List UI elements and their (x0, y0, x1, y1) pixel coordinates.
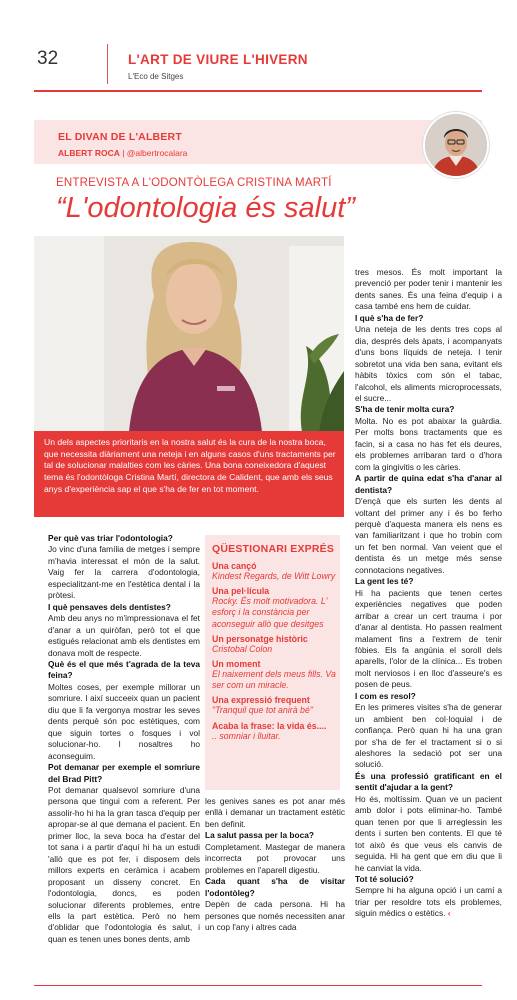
quiz-label: Acaba la frase: la vida és.... (212, 720, 327, 731)
article-headline: “L'odontologia és salut” (56, 192, 355, 224)
quiz-label: Un moment (212, 659, 261, 670)
author-portrait-icon (425, 114, 487, 176)
question: Cada quant s'ha de visitar l'odontòleg? (205, 876, 345, 898)
question: I què pensaves dels dentistes? (48, 601, 171, 612)
question: Què és el que més t'agrada de la teva feina? (48, 658, 200, 681)
answer: tres mesos. És molt important la prevenció per poder tenir i mantenir les dents sanes. És una feina d'equip i a casa també ens hem de cuidar. (355, 267, 502, 312)
question: La gent les té? (355, 576, 414, 587)
quiz-label: Un personatge històric (212, 633, 308, 644)
quiz-label: Una cançó (212, 561, 257, 571)
author-name: ALBERT ROCA (58, 148, 120, 158)
header-divider (34, 90, 482, 92)
quiz-label: Una expressió frequent (212, 695, 310, 706)
page-number: 32 (37, 48, 59, 69)
header-separator (107, 44, 108, 84)
question: Tot té solució? (355, 874, 414, 885)
answer: Moltes coses, per exemple millorar un somriure. I així succeeix quan un pacient diu que li fa vergonya mostrar les seves dents perquè són poc estètiques, com que siguin tortes o fosques i vol solucionar-ho. I nosaltres ho aconseguim. (48, 681, 200, 761)
photo-caption: Un dels aspectes prioritaris en la nostra salut és la cura de la nostra boca, que necessita diàriament una neteja i en alguns casos d'uns tractaments per tal de solucionar malalties com les càries. Una bona coneixedora d'aquest tema és l'odontòloga Cristina Martí, directora de Calident, que amb els seus anys d'experiència sap el que s'ha de fer en tot moment. (44, 437, 336, 494)
answer: Jo vinc d'una família de metges i sempre m'havia interessat el món de la salut. Vaig fer la carrera d'odontologia, especialitzant-me en l'estètica dental i la pròtesi. (48, 544, 200, 601)
quiz-answer: Cristobal Colon (212, 643, 273, 654)
answer: Amb deu anys no m'impressionava el fet d'anar a un quiròfan, però tot el que estigués relacionat amb els dentistes em donava molt de respecte. (48, 613, 200, 658)
footer-divider (34, 985, 482, 986)
question: Per què vas triar l'odontologia? (48, 533, 173, 543)
quiz-title: QÜESTIONARI EXPRÉS (212, 543, 335, 555)
answer: les genives sanes es pot anar més enllà i demanar un tractament estètic ben definit. (205, 796, 345, 829)
quiz-answer: Kindest Regards, de Witt Lowry (212, 571, 336, 581)
question: És una professió gratificant en el sentit d'ajudar a la gent? (355, 770, 502, 793)
article-column-1 (48, 533, 200, 945)
publication-name: L'Eco de Sitges (128, 72, 184, 81)
section-title: L'ART DE VIURE L'HIVERN (128, 52, 308, 67)
interview-photo (34, 236, 344, 432)
quiz-answer: Rocky. És molt motivadora. L' esforç i la constància per aconseguir allò que desitges (212, 596, 328, 629)
answer: D'ençà que els surten les dents al voltant del primer any i és bo ferho perquè d'aquesta manera els nens es van familiaritzant i que ho trobin com un fet ben normal. Van veient que el dentista és un metge més sense connotacions negatives. (355, 496, 502, 575)
column-author (58, 148, 187, 158)
article-kicker: ENTREVISTA A L'ODONTÒLEGA CRISTINA MARTÍ (56, 177, 332, 189)
question: Pot demanar per exemple el somriure del Brad Pitt? (48, 762, 200, 784)
answer: Pot demanar qualsevol somriure d'una persona que tingui com a referent. Per assolir-ho hi ha la gran tasca d'equip per apropar-se al que demana el pacient. En primer lloc, la seva boca ha d'estar del tot sana i a partir d'aquí hi ha un estudi 'allò que es pot fer, i disposem dels millors experts en ceràmica i acabem proposant un disseny concret. En l'odontologia, doncs, es poden solucionar diferents problemes, entre ells la part estètica. Però no hem d'oblidar que l'odontologia és salut, i quan es tenen unes bones dents, amb (48, 784, 200, 944)
quiz-content (212, 543, 338, 742)
answer: Hi ha pacients que tenen certes experiències negatives que poden arribar a crear un cert trauma i por d'anar al dentista. Ho passen realment malament fins a l'extrem de tenir fòbies. Els fa angúnia el soroll dels aparells, l'olor de la clínica... Es troben molt nerviosos i en lloc d'asseure's es posen de peus. (355, 587, 502, 690)
column-title: EL DIVAN DE L'ALBERT (58, 131, 182, 143)
answer: Una neteja de les dents tres cops al dia, després dels àpats, i acompanyats d'uns bons líquids de neteja. I tenir sobretot una vida ben sana, evitant els hàbits tòxics com són el tabac, l'alcohol, els aliments microprocessats, el sucre... (355, 324, 502, 403)
quiz-answer: "Tranquil que tot anirà bé" (212, 705, 313, 716)
question: La salut passa per la boca? (205, 830, 314, 841)
article-column-2 (205, 796, 345, 933)
author-avatar (423, 112, 489, 178)
question: I què s'ha de fer? (355, 312, 424, 323)
quiz-answer: El naixement dels meus fills. Va ser com un miracle. (212, 669, 336, 691)
quiz-label: Una pel·lícula (212, 586, 270, 597)
answer: Completament. Mastegar de manera incorrecta pot provocar uns problemes en l'aparell digestiu. (205, 841, 345, 875)
dentist-portrait-icon (34, 236, 344, 432)
end-mark-icon: ‹ (447, 908, 451, 919)
quiz-answer: .. somniar i lluitar. (212, 730, 281, 741)
answer: Depèn de cada persona. Hi ha persones que només necessiten anar un cop l'any i altres cada (205, 899, 345, 932)
answer: Ho és, moltíssim. Quan ve un pacient amb dolor i pots eliminar-ho. També quan tenen por que li arreglessin les dents i surten ben contents. El que té tot això és que veus els canvis de seguida. Hi ha gent que em diu que li he canviat la vida. (355, 793, 502, 873)
question: I com es resol? (355, 690, 416, 701)
author-handle: | @albertrocalara (119, 148, 188, 158)
article-column-3 (355, 267, 502, 920)
question: A partir de quina edat s'ha d'anar al dentista? (355, 473, 502, 495)
answer: Sempre hi ha alguna opció i un camí a triar per resoldre tots els problemes, siguin mèdics o estètics. (355, 885, 502, 919)
question: S'ha de tenir molta cura? (355, 404, 455, 415)
answer: Molta. No es pot abaixar la guàrdia. Per molts bons tractaments que es facin, si a casa no has fet els deures, els problemes arribaran tard o d'hora com la gingivitis o les càries. (355, 415, 502, 472)
answer: En les primeres visites s'ha de generar un ambient ben col·loquial i de confiança. Però quan hi ha una gran por s'ha de fer el tractament si o si aleshores la sedació pot ser una solució. (355, 702, 502, 770)
